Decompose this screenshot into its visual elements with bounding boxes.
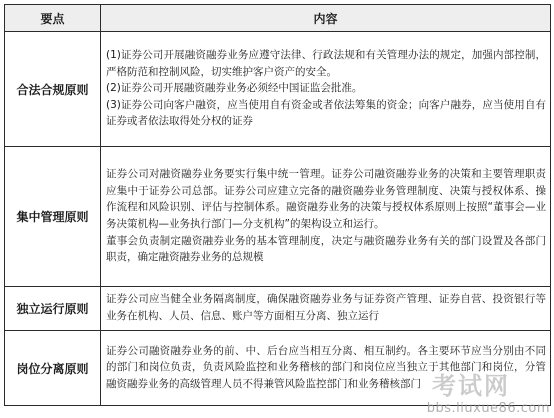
watermark-logo: 考试网	[432, 372, 510, 400]
table-row	[5, 287, 551, 331]
watermark-url: bbs.liuxue86.com	[426, 401, 550, 416]
header-point: 要点	[5, 5, 101, 32]
row-content-legal-compliance	[101, 32, 551, 147]
row-content-centralized-management	[101, 147, 551, 287]
content-paragraph: 董事会负责制定融资融券业务的基本管理制度，决定与融资融券业务有关的部门设置及各部门职责，确定融资融券业务的总规模	[106, 234, 546, 264]
content-paragraph: (3)证券公司向客户融资，应当使用自有资金或者依法筹集的资金；向客户融券，应当使用自有证券或者依法取得处分权的证券	[106, 98, 546, 128]
content-paragraph: 证券公司对融资融券业务要实行集中统一管理。证券公司融资融券业务的决策和主要管理职责应集中于证券公司总部。证券公司应建立完备的融资融券业务管理制度、决策与授权体系、操作流程和风险识别、评估与控制体系。融资融券业务的决策与授权体系原则上按照“董事会—业务决策机构—业务执行部门—分支机构”的架构设立和运行。	[106, 168, 546, 230]
row-content-post-separation	[101, 331, 551, 406]
content-paragraph: (2)证券公司开展融资融券业务必须经中国证监会批准。	[106, 82, 363, 95]
table-row	[5, 331, 551, 406]
row-point-centralized-management: 集中管理原则	[5, 147, 101, 287]
row-point-post-separation: 岗位分离原则	[5, 331, 101, 406]
table-row	[5, 32, 551, 147]
table-header-row	[5, 5, 551, 32]
row-content-independent-operation	[101, 287, 551, 331]
content-paragraph: 证券公司应当健全业务隔离制度，确保融资融券业务与证券资产管理、证券自营、投资银行等业务在机构、人员、信息、账户等方面相互分离、独立运行	[106, 293, 546, 322]
principles-table	[4, 4, 551, 406]
content-paragraph: (1)证券公司开展融资融券业务应遵守法律、行政法规和有关管理办法的规定，加强内部控制，严格防范和控制风险，切实维护客户资产的安全。	[106, 49, 546, 78]
header-content: 内容	[101, 5, 551, 32]
table-row	[5, 147, 551, 287]
row-point-legal-compliance: 合法合规原则	[5, 32, 101, 147]
content-paragraph: 证券公司融资融券业务的前、中、后台应当相互分离、相互制约。各主要环节应当分别由不同的部门和岗位负责，负责风险监控和业务稽核的部门和岗位应当独立于其他部门和岗位，分管融资融券业务的高级管理人员不得兼管风险监控部门和业务稽核部门	[106, 344, 546, 390]
row-point-independent-operation: 独立运行原则	[5, 287, 101, 331]
